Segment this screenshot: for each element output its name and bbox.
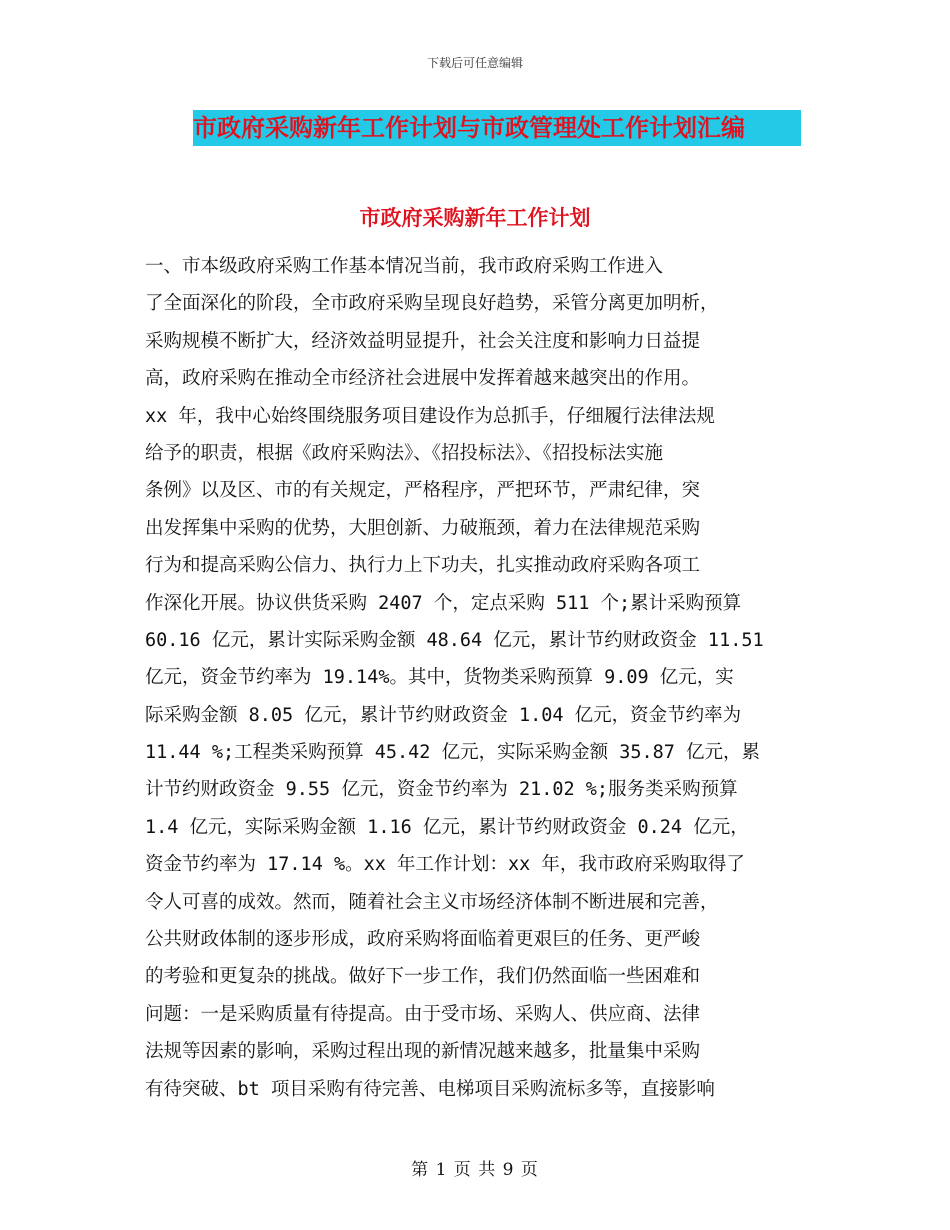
body-line: 作深化开展。协议供货采购 2407 个，定点采购 511 个;累计采购预算 xyxy=(145,592,742,614)
body-line: 公共财政体制的逐步形成，政府采购将面临着更艰巨的任务、更严峻 xyxy=(145,929,701,951)
body-line: xx 年，我中心始终围绕服务项目建设作为总抓手，仔细履行法律法规 xyxy=(145,405,715,427)
body-text xyxy=(145,248,801,1108)
body-line: 给予的职责，根据《政府采购法》、《招投标法》、《招投标法实施 xyxy=(145,442,664,464)
body-line: 法规等因素的影响，采购过程出现的新情况越来越多，批量集中采购 xyxy=(145,1041,701,1063)
body-line: 条例》以及区、市的有关规定，严格程序，严把环节，严肃纪律，突 xyxy=(145,480,701,502)
document-title: 市政府采购新年工作计划与市政管理处工作计划汇编 xyxy=(193,110,801,146)
page-footer: 第 1 页 共 9 页 xyxy=(411,1160,539,1180)
body-line: 1.4 亿元，实际采购金额 1.16 亿元，累计节约财政资金 0.24 亿元， xyxy=(145,816,749,838)
header-note: 下载后可任意编辑 xyxy=(426,56,523,70)
body-line: 令人可喜的成效。然而，随着社会主义市场经济体制不断进展和完善， xyxy=(145,891,719,913)
body-line: 资金节约率为 17.14 %。xx 年工作计划：xx 年，我市政府采购取得了 xyxy=(145,854,745,876)
body-line: 采购规模不断扩大，经济效益明显提升，社会关注度和影响力日益提 xyxy=(145,330,701,352)
body-line: 亿元，资金节约率为 19.14%。其中，货物类采购预算 9.09 亿元，实 xyxy=(145,667,734,689)
body-line: 60.16 亿元，累计实际采购金额 48.64 亿元，累计节约财政资金 11.51 xyxy=(145,629,764,651)
body-line: 一、市本级政府采购工作基本情况当前，我市政府采购工作进入 xyxy=(145,256,664,277)
body-line: 问题：一是采购质量有待提高。由于受市场、采购人、供应商、法律 xyxy=(145,1003,701,1025)
body-line: 出发挥集中采购的优势，大胆创新、力破瓶颈，着力在法律规范采购 xyxy=(145,517,701,539)
body-line: 高，政府采购在推动全市经济社会进展中发挥着越来越突出的作用。 xyxy=(145,368,701,390)
body-line: 行为和提高采购公信力、执行力上下功夫，扎实推动政府采购各项工 xyxy=(145,555,701,577)
body-line: 的考验和更复杂的挑战。做好下一步工作，我们仍然面临一些困难和 xyxy=(145,966,701,988)
body-line: 了全面深化的阶段，全市政府采购呈现良好趋势，采管分离更加明析， xyxy=(145,293,719,315)
body-line: 际采购金额 8.05 亿元，累计节约财政资金 1.04 亿元，资金节约率为 xyxy=(145,704,742,726)
body-line: 计节约财政资金 9.55 亿元，资金节约率为 21.02 %;服务类采购预算 xyxy=(145,779,738,801)
section-title: 市政府采购新年工作计划 xyxy=(359,205,591,230)
body-line: 有待突破、bt 项目采购有待完善、电梯项目采购流标多等，直接影响 xyxy=(145,1078,715,1100)
body-line: 11.44 %;工程类采购预算 45.42 亿元，实际采购金额 35.87 亿元，累 xyxy=(145,742,761,764)
